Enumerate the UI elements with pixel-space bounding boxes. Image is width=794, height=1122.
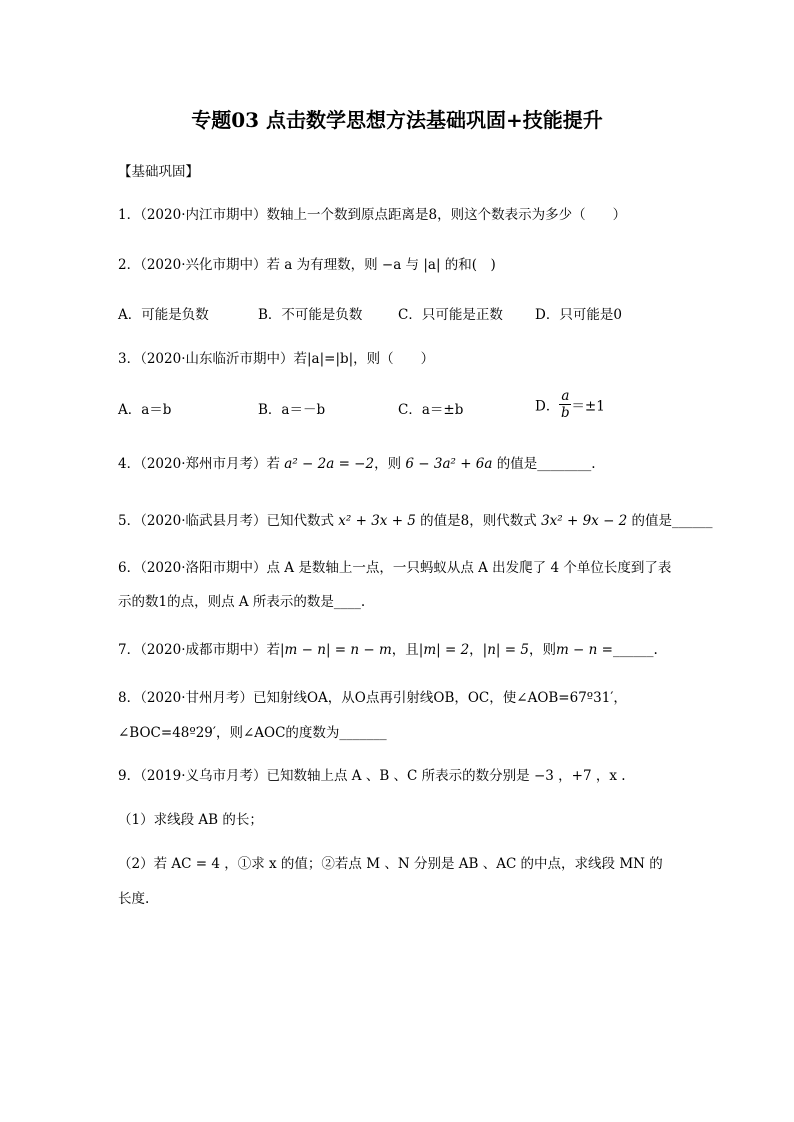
q3-option-a: A．a＝b — [118, 402, 172, 418]
q7-mid-1: ，且 — [391, 642, 419, 658]
q3-option-c: C．a＝±b — [398, 402, 464, 418]
question-3: 3．（2020·山东临沂市期中）若|a|=|b|，则（ ） — [118, 351, 435, 367]
question-2: 2．（2020·兴化市期中）若 a 为有理数，则 −a 与 |a| 的和( ) — [118, 257, 496, 273]
question-9-part-2-line-1: （2）若 AC = 4 ，①求 x 的值；②若点 M 、N 分别是 AB 、AC 的中点，求线段 MN 的 — [118, 856, 663, 872]
question-6-line-1: 6．（2020·洛阳市期中）点 A 是数轴上一点，一只蚂蚁从点 A 出发爬了 4 个单位长度到了表 — [118, 560, 672, 576]
q4-prefix: 4．（2020·郑州市月考）若 — [118, 456, 285, 472]
fraction-numerator: a — [561, 388, 570, 404]
q4-suffix: 的值是________. — [492, 456, 596, 472]
q5-mid: 的值是8，则代数式 — [415, 513, 542, 529]
q5-expression-1: x² + 3x + 5 — [338, 513, 416, 529]
section-heading: 【基础巩固】 — [118, 164, 199, 180]
q7-expression: m − n = — [555, 642, 613, 658]
q4-equation: a² − 2a = −2 — [284, 456, 375, 472]
question-6-line-2: 示的数1的点，则点 A 所表示的数是____. — [118, 594, 366, 610]
q2-option-b: B．不可能是负数 — [258, 307, 363, 323]
q7-condition-1: |m − n| = n − m — [280, 642, 392, 658]
q3-option-d-label: D． — [535, 398, 560, 415]
question-5 — [118, 509, 713, 529]
q2-option-c: C．只可能是正数 — [398, 307, 503, 323]
q7-condition-3: |n| = 5 — [482, 642, 529, 658]
question-4 — [118, 452, 596, 472]
q5-expression-2: 3x² + 9x − 2 — [541, 513, 628, 529]
fraction-a-over-b — [559, 388, 571, 421]
q7-prefix: 7．（2020·成都市期中）若 — [118, 642, 280, 658]
q7-suffix: ______. — [612, 642, 658, 658]
q5-prefix: 5．（2020·临武县月考）已知代数式 — [118, 513, 339, 529]
q5-suffix: 的值是______ — [627, 513, 713, 529]
question-9-part-2-line-2: 长度. — [118, 891, 150, 907]
question-8-line-1: 8．（2020·甘州月考）已知射线OA，从O点再引射线OB，OC，使∠AOB=67º31′， — [118, 690, 627, 706]
q4-mid: ，则 — [374, 456, 406, 472]
q3-option-b: B．a＝－b — [258, 402, 326, 418]
question-9-part-1: （1）求线段 AB 的长； — [118, 812, 263, 828]
question-1: 1．（2020·内江市期中）数轴上一个数到原点距离是8，则这个数表示为多少（ ） — [118, 207, 627, 223]
q7-mid-3: ，则 — [528, 642, 556, 658]
fraction-denominator: b — [561, 405, 570, 421]
q3-option-d — [535, 388, 605, 421]
q2-option-a: A．可能是负数 — [118, 307, 209, 323]
q3-option-d-value: ＝±1 — [571, 398, 605, 415]
q7-mid-2: ， — [469, 642, 483, 658]
question-9-line-1: 9．（2019·义乌市月考）已知数轴上点 A 、B 、C 所表示的数分别是 −3 ，+7 ，x . — [118, 768, 626, 784]
page-title: 专题03 点击数学思想方法基础巩固+技能提升 — [191, 108, 603, 132]
q2-option-d: D．只可能是0 — [535, 307, 622, 323]
q7-condition-2: |m| = 2 — [418, 642, 470, 658]
q4-expression: 6 − 3a² + 6a — [405, 456, 493, 472]
question-8-line-2: ∠BOC=48º29′，则∠AOC的度数为_______ — [118, 725, 387, 741]
question-7 — [118, 638, 658, 658]
